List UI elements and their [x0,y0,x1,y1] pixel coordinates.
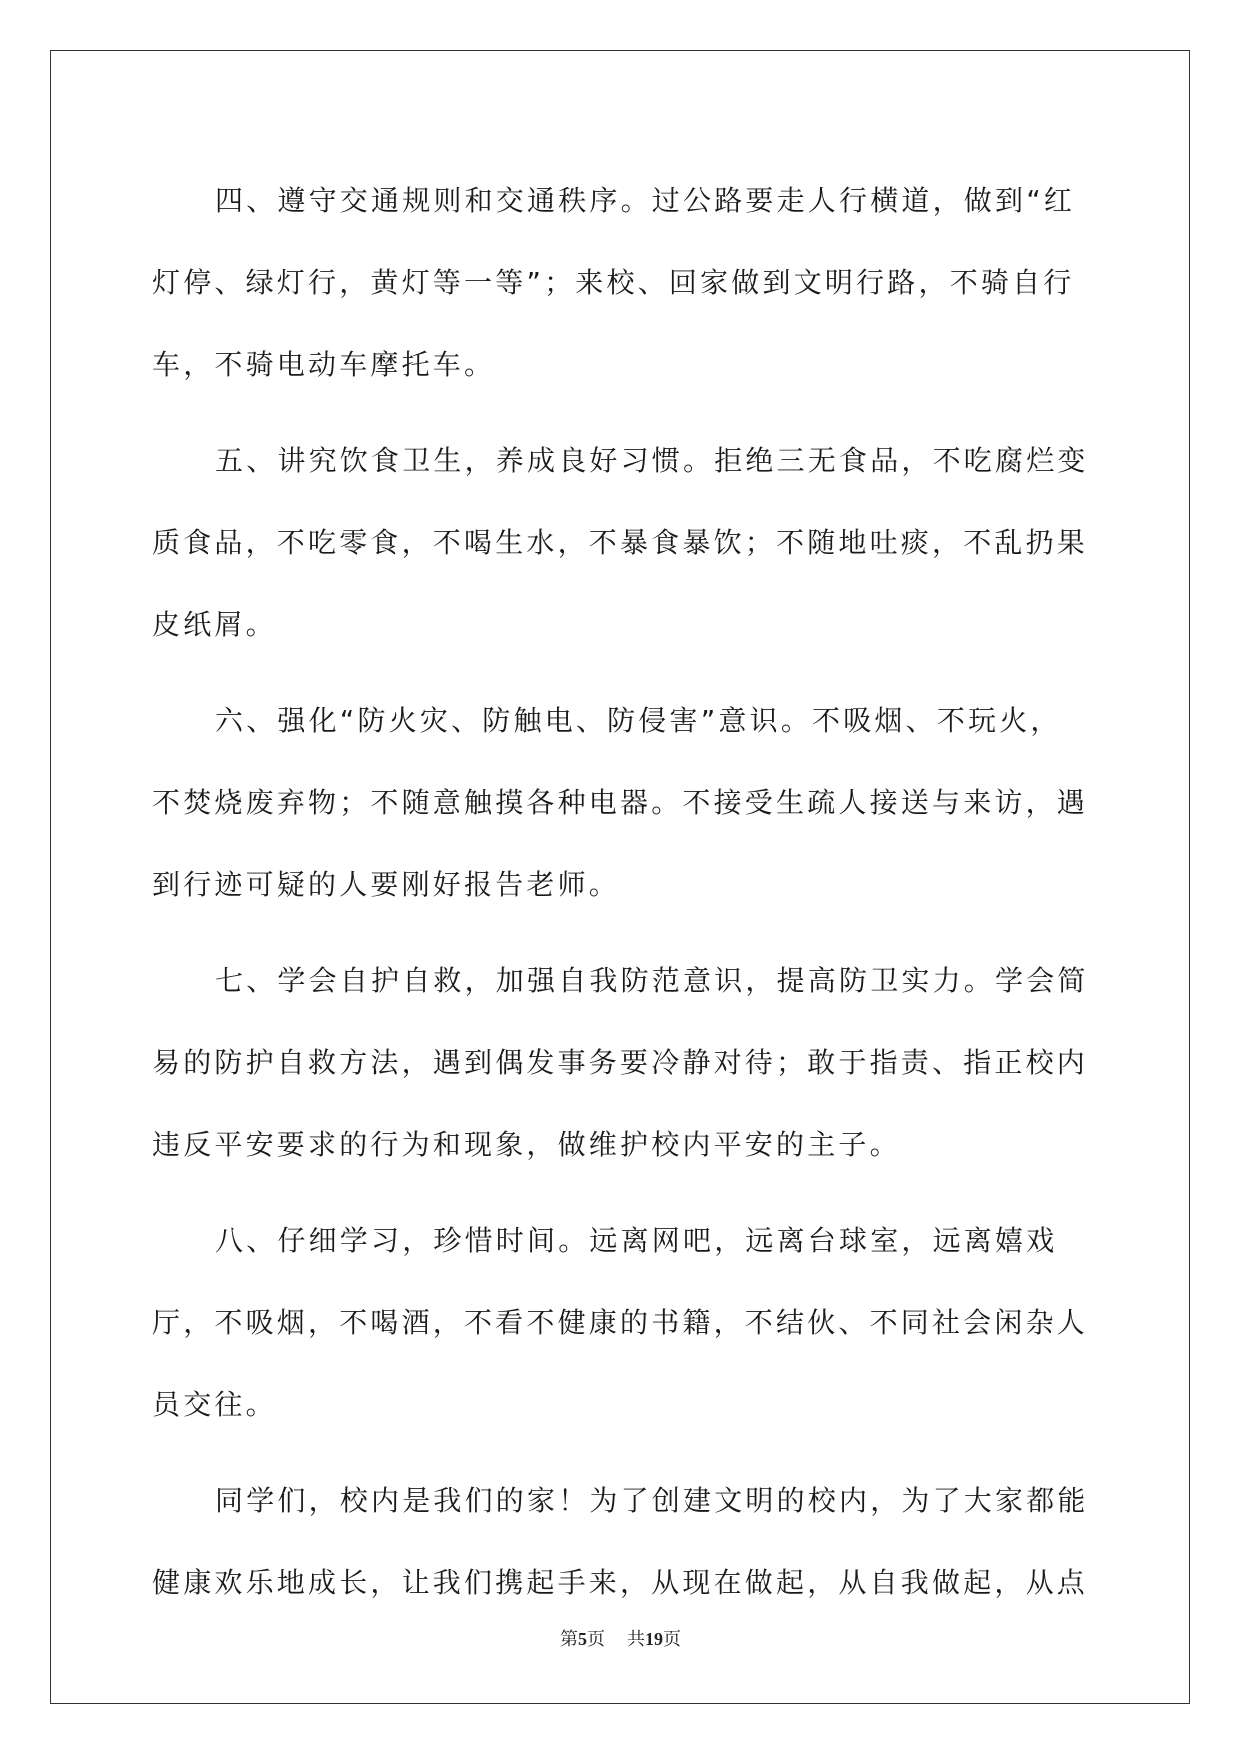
paragraph-self-protection: 七、学会自护自救，加强自我防范意识，提高防卫实力。学会简易的防护自救方法，遇到偶发事务要冷静对待；敢于指责、指正校内违反平安要求的行为和现象，做维护校内平安的主子。 [152,964,1089,1161]
total-suffix: 页 [663,1629,681,1650]
document-body [152,160,1092,1638]
paragraph-food-hygiene: 五、讲究饮食卫生，养成良好习惯。拒绝三无食品，不吃腐烂变质食品，不吃零食，不喝生水，不暴食暴饮；不随地吐痰，不乱扔果皮纸屑。 [152,444,1089,641]
paragraph-fire-electric-safety: 六、强化“防火灾、防触电、防侵害”意识。不吸烟、不玩火，不焚烧废弃物；不随意触摸各种电器。不接受生疏人接送与来访，遇到行迹可疑的人要刚好报告老师。 [152,704,1089,901]
paragraph-study-time: 八、仔细学习，珍惜时间。远离网吧，远离台球室，远离嬉戏厅，不吸烟，不喝酒，不看不健康的书籍，不结伙、不同社会闲杂人员交往。 [152,1224,1089,1421]
paragraph-traffic-rules: 四、遵守交通规则和交通秩序。过公路要走人行横道，做到“红灯停、绿灯行，黄灯等一等”；来校、回家做到文明行路，不骑自行车，不骑电动车摩托车。 [152,184,1076,381]
page-footer [0,1625,1241,1651]
page-prefix: 第 [560,1629,578,1650]
total-pages: 19 [645,1629,663,1649]
total-prefix: 共 [627,1629,645,1650]
page-number: 5 [578,1629,587,1649]
page-suffix: 页 [587,1629,605,1650]
paragraph-closing: 同学们，校内是我们的家！为了创建文明的校内，为了大家都能健康欢乐地成长，让我们携起手来，从现在做起，从自我做起，从点 [152,1484,1089,1599]
